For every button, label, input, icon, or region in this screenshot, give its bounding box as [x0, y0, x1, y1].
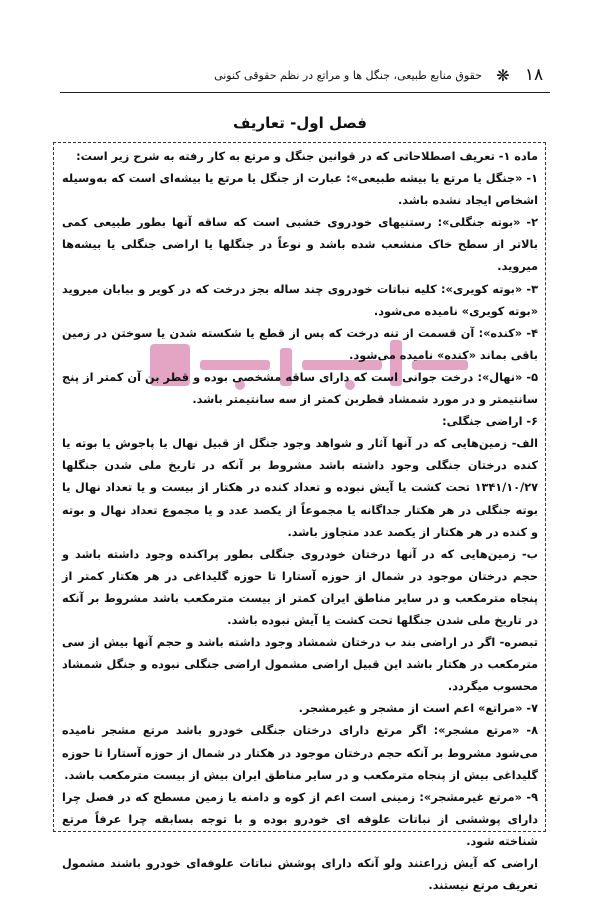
paragraph-forest-definition: ۱- «جنگل یا مرتع یا بیشه طبیعی»: عبارت از جنگل یا مرتع یا بیشه‌ای است که به‌وسیله اشخاص ایجاد نشده باشد. [62, 172, 538, 208]
paragraph-note: تبصره- اگر در اراضی بند ب درختان شمشاد وجود داشته باشد و حجم آنها بیش از سی مترمکعب در هکتار باشد این قبیل اراضی مشمول اراضی جنگلی نبوده و جنگل شمشاد محسوب میگردد. [62, 636, 538, 694]
definitions-text [62, 146, 538, 897]
paragraph-pastures: ۷- «مراتع» اعم است از مشجر و غیرمشجر. [298, 702, 538, 716]
paragraph-desert-shrub: ۳- «بوته کویری»: کلیه نباتات خودروی چند ساله بجز درخت که در کویر و بیابان میروید «بوته کویری» نامیده می‌شود. [62, 282, 538, 318]
paragraph-fallow-lands: اراضی که آیش زراعتند ولو آنکه دارای پوشش نباتات علوفه‌ای خودرو باشند مشمول تعریف مرتع نیستند. [62, 857, 538, 893]
header-divider [60, 92, 550, 93]
paragraph-wooded-pasture: ۸- «مرتع مشجر»: اگر مرتع دارای درختان جنگلی خودرو باشد مرتع مشجر نامیده می‌شود مشروط بر آنکه حجم درختان موجود در هکتار در شمال از حوزه آستارا تا حوزه گلیداغی بیش از پنجاه مترمکعب و در سایر مناطق ایران بیش از بیست مترمکعب باشد. [62, 724, 538, 782]
paragraph-forest-shrub: ۲- «بوته جنگلی»: رستنیهای خودروی خشبی است که ساقه آنها بطور طبیعی کمی بالاتر از سطح خاک منشعب شده باشد و نوعاً در جنگلها یا اراضی جنگلی یا بیشه‌ها میروید. [62, 216, 538, 274]
paragraph-forest-lands-b: ب- زمین‌هایی که در آنها درختان خودروی جنگلی بطور پراکنده وجود داشته باشد و حجم درختان موجود در شمال از حوزه آستارا تا حوزه گلیداغی در هر هکتار کمتر از پنجاه مترمکعب و در سایر مناطق ایران کمتر از بیست مترمکعب باشد مشروط بر آنکه در تاریخ ملی شدن جنگلها تحت کشت یا آیش نبوده باشد. [62, 547, 538, 627]
flower-ornament-icon: ❋ [496, 65, 510, 85]
running-header [52, 60, 552, 90]
page-number: ۱۸ [524, 65, 544, 85]
paragraph-stump: ۴- «کنده»: آن قسمت از تنه درخت که پس از قطع یا شکسته شدن یا سوختن در زمین باقی بماند «کنده» نامیده می‌شود. [62, 326, 538, 362]
paragraph-non-wooded-pasture: ۹- «مرتع غیرمشجر»: زمینی است اعم از کوه و دامنه یا زمین مسطح که در فصل چرا دارای پوششی از نباتات علوفه ای خودرو بوده و با توجه بسابقه چرا عرفاً مرتع شناخته شود. [62, 790, 538, 848]
chapter-title: فصل اول- تعاریف [232, 114, 367, 132]
paragraph-forest-lands: ۶- اراضی جنگلی: [442, 415, 538, 429]
paragraph-article-1: ماده ۱- تعریف اصطلاحاتی که در قوانین جنگل و مرتع به کار رفته به شرح زیر است: [76, 150, 538, 163]
paragraph-sapling: ۵- «نهال»: درخت جوانی است که دارای ساقه مشخصی بوده و قطر بن آن کمتر از پنج سانتیمتر و در مورد شمشاد قطربن کمتر از سه سانتیمتر باشد. [62, 370, 538, 407]
paragraph-forest-lands-a: الف- زمین‌هایی که در آنها آثار و شواهد وجود جنگل از قبیل نهال یا پاجوش یا بوته یا کنده درختان جنگلی وجود داشته باشد مشروط بر آنکه در تاریخ ملی شدن جنگلها ۱۳۴۱/۱۰/۲۷ تحت کشت یا آیش نبوده و تعداد کنده در هکتار از بیست و یا تعداد نهال یا بوته جنگلی در هر هکتار جداگانه یا مجموعاً از یکصد عدد و یا مجموع تعداد نهال و بوته و کنده در هر هکتار از یکصد عدد متجاوز باشد. [62, 437, 538, 539]
book-title: حقوق منابع طبیعی، جنگل ها و مراتع در نظم حقوقی کنونی [214, 68, 482, 82]
